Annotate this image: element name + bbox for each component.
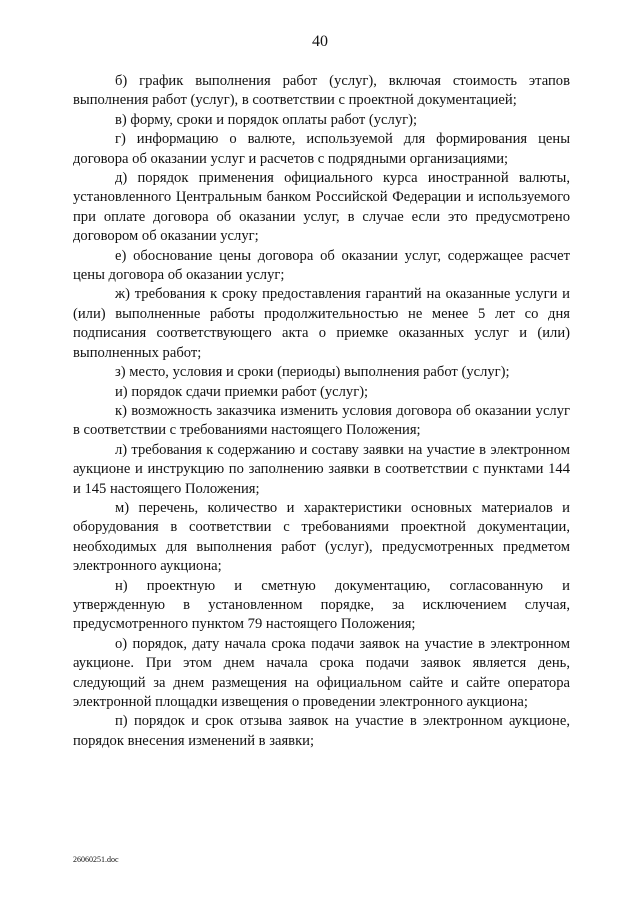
paragraph-v: в) форму, сроки и порядок оплаты работ (услуг); — [115, 111, 418, 128]
paragraph-n: н) проектную и сметную документацию, согласованную и утвержденную в установленном порядке, за исключением случая, предусмотренного пунктом 79 настоящего Положения; — [73, 577, 570, 633]
paragraph-i: и) порядок сдачи приемки работ (услуг); — [115, 383, 369, 400]
footer-filename: 26060251.doc — [73, 855, 119, 864]
paragraph-g: г) информацию о валюте, используемой для формирования цены договора об оказании услуг и расчетов с подрядными организациями; — [73, 131, 570, 167]
paragraph-zh: ж) требования к сроку предоставления гарантий на оказанные услуги и (или) выполненные работы продолжительностью не менее 5 лет со дня подписания соответствующего акта о приемке оказанных услуг и (или) выполненных работ; — [73, 286, 570, 361]
paragraph-z: з) место, условия и сроки (периоды) выполнения работ (услуг); — [115, 364, 510, 381]
paragraph-b: б) график выполнения работ (услуг), включая стоимость этапов выполнения работ (услуг), в соответствии с проектной документацией; — [73, 73, 570, 109]
paragraph-l: л) требования к содержанию и составу заявки на участие в электронном аукционе и инструкцию по заполнению заявки в соответствии с пунктами 144 и 145 настоящего Положения; — [73, 441, 570, 497]
paragraph-e: е) обоснование цены договора об оказании услуг, содержащее расчет цены договора об оказании услуг; — [73, 247, 570, 284]
paragraph-d: д) порядок применения официального курса иностранной валюты, установленного Центральным банком Российской Федерации и используемого при оплате договора об оказании услуг, в случае если это предусмотрено договором об оказании услуг; — [73, 170, 570, 245]
paragraph-o: о) порядок, дату начала срока подачи заявок на участие в электронном аукционе. При этом днем начала срока подачи заявок является день, следующий за днем размещения на официальном сайте и сайте оператора электронной площадки извещения о проведении электронного аукциона; — [73, 635, 570, 710]
page-number: 40 — [312, 33, 328, 50]
paragraph-m: м) перечень, количество и характеристики основных материалов и оборудования в соответствии с требованиями проектной документации, необходимых для выполнения работ (услуг), предусмотренных предметом электронного аукциона; — [73, 499, 570, 575]
paragraph-p: п) порядок и срок отзыва заявок на участие в электронном аукционе, порядок внесения изменений в заявки; — [73, 713, 570, 749]
paragraph-k: к) возможность заказчика изменить условия договора об оказании услуг в соответствии с требованиями настоящего Положения; — [73, 402, 570, 439]
document-body — [73, 72, 570, 751]
